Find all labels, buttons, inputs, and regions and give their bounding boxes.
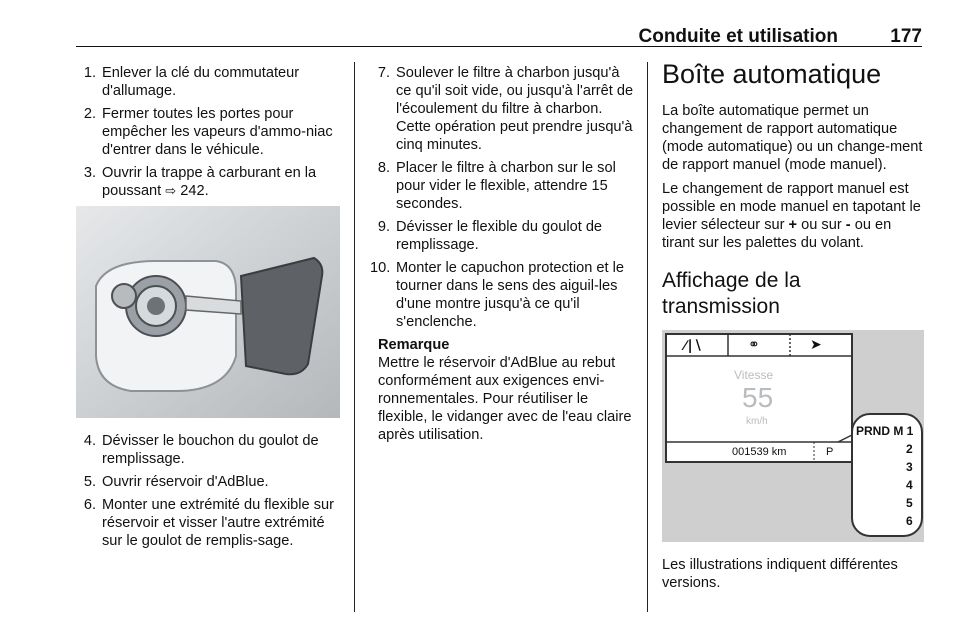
step-text: Monter une extrémité du flexible sur réservoir et visser l'autre extrémité sur le goulot de remplis-sage. bbox=[102, 497, 334, 549]
plus-symbol: + bbox=[788, 217, 798, 233]
step-number: 1. bbox=[83, 65, 96, 81]
paragraph-text: ou sur bbox=[801, 217, 842, 233]
minus-symbol: - bbox=[845, 217, 851, 233]
step-number: 7. bbox=[377, 65, 390, 81]
gear-list bbox=[906, 440, 913, 530]
gear-number: 5 bbox=[906, 496, 913, 510]
road-lane-icon: ∕∣∖ bbox=[684, 337, 704, 353]
step-text: Placer le filtre à charbon sur le sol pour vider le flexible, attendre 15 secondes. bbox=[396, 160, 616, 212]
list-item bbox=[370, 159, 638, 213]
list-item bbox=[76, 105, 340, 159]
step-number: 10. bbox=[370, 260, 391, 276]
page-header bbox=[76, 18, 922, 47]
odometer-value: 001539 km bbox=[732, 446, 787, 458]
list-item bbox=[76, 64, 340, 100]
steps-list-1b bbox=[76, 432, 340, 550]
column-2 bbox=[370, 64, 638, 444]
step-number: 4. bbox=[83, 433, 96, 449]
steps-list-2 bbox=[370, 64, 638, 331]
step-text: Dévisser le bouchon du goulot de remplissage. bbox=[102, 433, 319, 467]
gear-number: 2 bbox=[906, 442, 913, 456]
speed-label: Vitesse bbox=[734, 368, 774, 382]
list-item bbox=[370, 64, 638, 154]
step-number: 2. bbox=[83, 106, 96, 122]
list-item bbox=[76, 164, 340, 200]
fuel-filler-photo bbox=[76, 206, 340, 418]
section-title: Boîte automatique bbox=[662, 59, 882, 89]
car-side-icon: ➤ bbox=[810, 336, 822, 352]
note-body: Mettre le réservoir d'AdBlue au rebut conformément aux exigences envi-ronnementales. Pour réutiliser le flexible, le vidanger avec de l'eau claire après utilisation. bbox=[378, 355, 632, 443]
step-number: 6. bbox=[83, 497, 96, 513]
list-item bbox=[76, 496, 340, 550]
step-text: Ouvrir la trappe à carburant en la poussant bbox=[102, 165, 317, 199]
list-item bbox=[76, 432, 340, 468]
gear-number: 4 bbox=[906, 478, 913, 492]
list-item bbox=[76, 473, 340, 491]
gear-indicator: P bbox=[826, 446, 834, 458]
column-3 bbox=[662, 59, 924, 592]
step-number: 8. bbox=[377, 160, 390, 176]
steps-list-1 bbox=[76, 64, 340, 200]
gear-row: PRND M 1 bbox=[856, 424, 914, 438]
gear-number: 3 bbox=[906, 460, 913, 474]
column-1 bbox=[76, 64, 340, 555]
subsection-title: Affichage de la transmission bbox=[662, 269, 801, 318]
car-icon: ⚭ bbox=[748, 336, 760, 352]
page-ref-icon[interactable]: ⇨ bbox=[165, 183, 177, 198]
step-text: Enlever la clé du commutateur d'allumage. bbox=[102, 65, 300, 99]
paragraph-text: ou en tirant sur les palettes du volant. bbox=[662, 217, 892, 251]
step-text: Fermer toutes les portes pour empêcher les vapeurs d'ammo-niac d'entrer dans le véhicule. bbox=[102, 106, 333, 158]
page-ref[interactable]: 242. bbox=[180, 183, 209, 199]
list-item bbox=[370, 218, 638, 254]
column-divider bbox=[354, 62, 355, 612]
step-text: Monter le capuchon protection et le tourner dans le sens des aiguil-les d'une montre jusqu'à ce qu'il s'enclenche. bbox=[396, 260, 624, 330]
transmission-display-illustration bbox=[662, 330, 924, 542]
paragraph bbox=[662, 180, 924, 252]
gear-number: 6 bbox=[906, 514, 913, 528]
step-text: Dévisser le flexible du goulot de remplissage. bbox=[396, 219, 603, 253]
step-number: 5. bbox=[83, 474, 96, 490]
header-section-title: Conduite et utilisation bbox=[638, 26, 838, 47]
step-text: Ouvrir réservoir d'AdBlue. bbox=[102, 474, 269, 490]
speed-value: 55 bbox=[742, 382, 774, 413]
step-text: Soulever le filtre à charbon jusqu'à ce qu'il soit vide, ou jusqu'à l'arrêt de l'écoulement du filtre à charbon. Cette opération peut prendre jusqu'à cinq minutes. bbox=[396, 65, 634, 153]
paragraph-text: Le changement de rapport manuel est possible en mode manuel en tapotant le levier sélecteur sur bbox=[662, 181, 921, 233]
step-text-with-ref bbox=[102, 164, 340, 200]
column-divider bbox=[647, 62, 648, 612]
note-heading: Remarque bbox=[378, 337, 450, 353]
figure-caption: Les illustrations indiquent différentes versions. bbox=[662, 557, 898, 591]
page-number: 177 bbox=[890, 26, 922, 47]
list-item bbox=[370, 259, 638, 331]
fuel-filler-illustration bbox=[76, 206, 340, 418]
step-number: 9. bbox=[377, 219, 390, 235]
paragraph: La boîte automatique permet un changement de rapport automatique (mode automatique) ou un change-ment de rapport manuel (mode manuel). bbox=[662, 103, 923, 173]
speed-unit: km/h bbox=[746, 416, 768, 427]
step-number: 3. bbox=[83, 165, 96, 181]
